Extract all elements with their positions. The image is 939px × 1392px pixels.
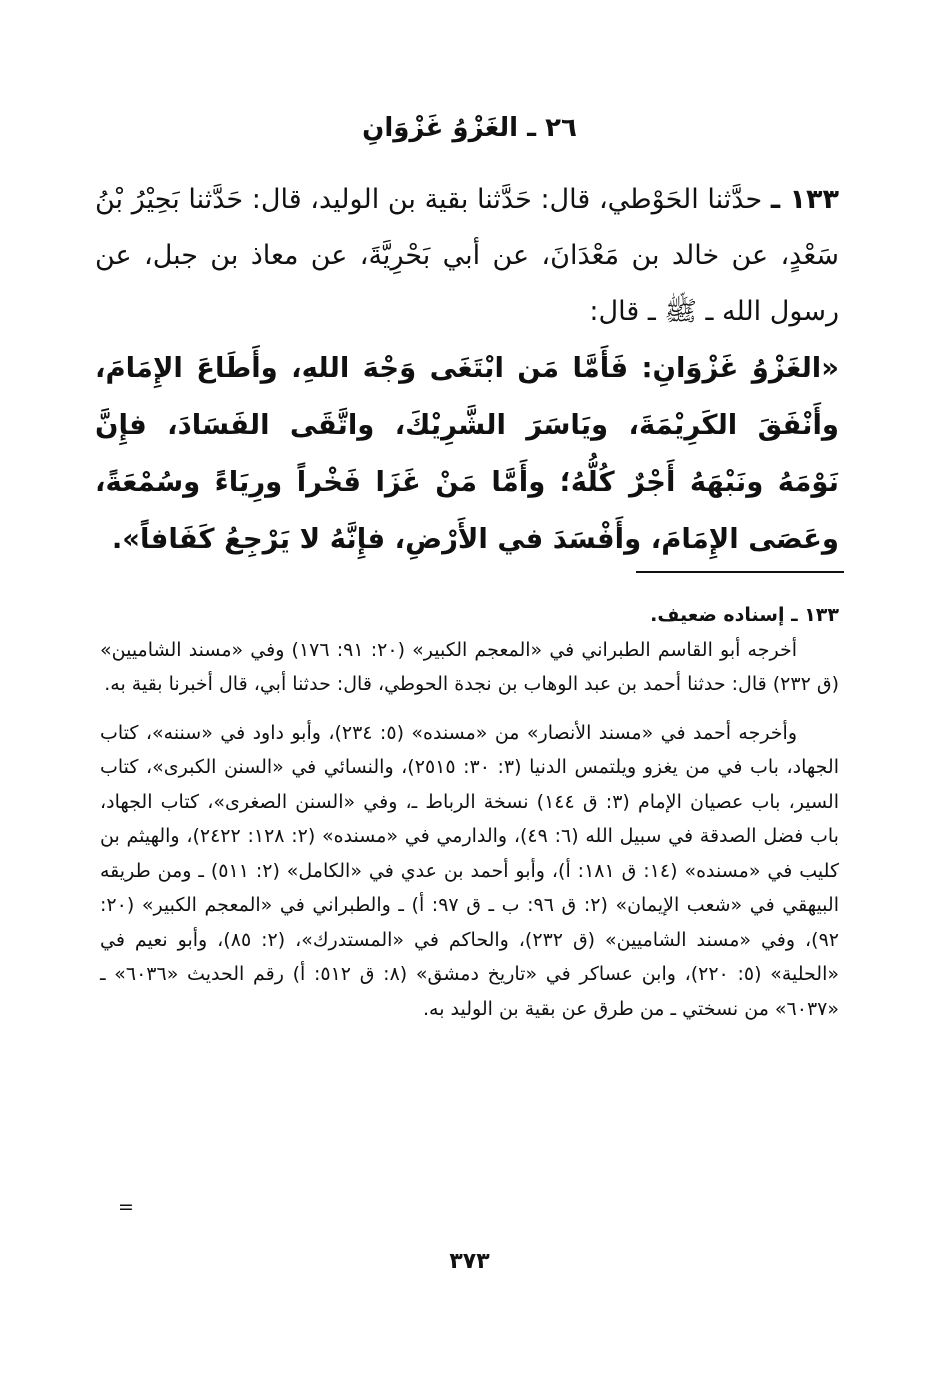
footnote-paragraph-1: أخرجه أبو القاسم الطبراني في «المعجم الكبير» (٢٠: ٩١: ١٧٦) وفي «مسند الشاميين» (ق ٢٣٢) قال: حدثنا أحمد بن عبد الوهاب بن نجدة الحوطي، قال: حدثنا أبي، قال أخبرنا بقية به. <box>100 638 839 695</box>
chapter-title: ٢٦ ـ الغَزْوُ غَزْوَانِ <box>362 113 577 143</box>
footnote-divider <box>636 571 844 573</box>
hadith-isnad-text: حدَّثنا الحَوْطي، قال: حَدَّثنا بقية بن الوليد، قال: حَدَّثنا بَحِيْرُ بْنُ سَعْدٍ، عن خالد بن مَعْدَانَ، عن أبي بَحْرِيَّةَ، عن معاذ بن جبل، عن رسول الله ـ ﷺ ـ قال: <box>95 184 839 327</box>
hadith-isnad <box>95 172 839 340</box>
footnotes <box>100 598 839 1026</box>
footnote-paragraph-2: وأخرجه أحمد في «مسند الأنصار» من «مسنده» (٥: ٢٣٤)، وأبو داود في «سننه»، كتاب الجهاد، باب في من يغزو ويلتمس الدنيا (٣: ٣٠: ٢٥١٥)، والنسائي في «السنن الكبرى»، كتاب السير، باب عصيان الإمام (٣: ق ١٤٤) نسخة الرباط ـ، وفي «السنن الصغرى»، كتاب الجهاد، باب فضل الصدقة في سبيل الله (٦: ٤٩)، والدارمي في «مسنده» (٢: ١٢٨: ٢٤٢٢)، والهيثم بن كليب في «مسنده» (١٤: ق ١٨١: أ)، وأبو أحمد بن عدي في «الكامل» (٢: ٥١١) ـ ومن طريقه البيهقي في «شعب الإيمان» (٢: ق ٩٦: ب ـ ق ٩٧: أ) ـ والطبراني في «المعجم الكبير» (٢٠: ٩٢)، وفي «مسند الشاميين» (ق ٢٣٢)، والحاكم في «المستدرك»، (٢: ٨٥)، وأبو نعيم في «الحلية» (٥: ٢٢٠)، وابن عساكر في «تاريخ دمشق» (٨: ق ٥١٢: أ) رقم الحديث «٦٠٣٦» ـ «٦٠٣٧» من نسختي ـ من طرق عن بقية بن الوليد به. <box>100 721 839 1020</box>
hadith-number: ١٣٣ ـ <box>770 184 839 215</box>
footnote-grading: ١٣٣ ـ إسناده ضعيف. <box>650 604 839 626</box>
page-number: ٣٧٣ <box>449 1249 490 1274</box>
hadith-matn: «الغَزْوُ غَزْوَانِ: فَأَمَّا مَن ابْتَغَى وَجْهَ اللهِ، وأَطَاعَ الإِمَامَ، وأَنْفَقَ الكَرِيْمَةَ، ويَاسَرَ الشَّرِيْكَ، واتَّقَى الفَسَادَ، فإِنَّ نَوْمَهُ ونَبْهَهُ أَجْرٌ كُلُّهُ؛ وأَمَّا مَنْ غَزَا فَخْراً ورِيَاءً وسُمْعَةً، وعَصَى الإِمَامَ، وأَفْسَدَ في الأَرْضِ، فإِنَّهُ لا يَرْجِعُ كَفَافاً». <box>95 352 839 555</box>
continuation-mark: = <box>118 1196 134 1218</box>
